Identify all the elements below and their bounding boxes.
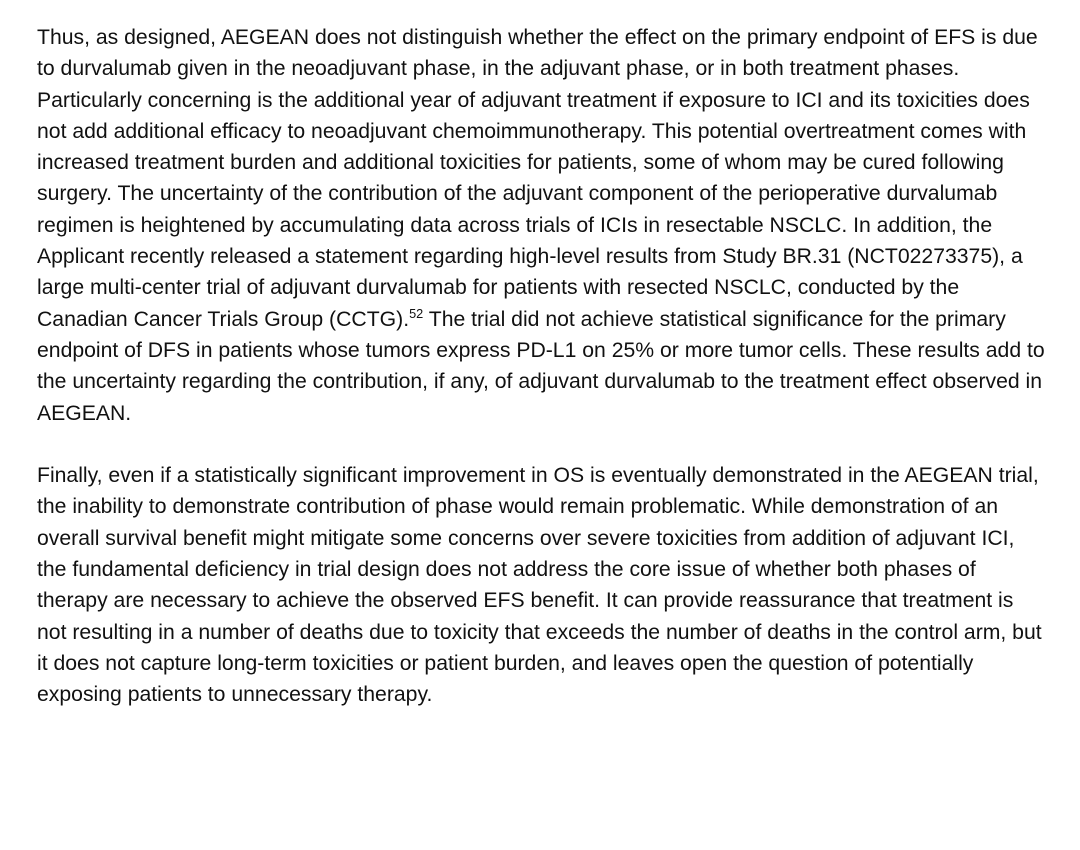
paragraph-1-text-after-footnote: The trial did not achieve statistical significance for the primary endpoint of DFS in patients whose tumors express PD-L1 on 25% or more tumor cells. These results add to the uncertainty regarding the contribution, if any, of adjuvant durvalumab to the treatment effect observed in AEGEAN. xyxy=(37,307,1045,425)
document-page xyxy=(37,22,1047,711)
footnote-reference-52: 52 xyxy=(409,305,424,321)
paragraph-1-text-before-footnote: Thus, as designed, AEGEAN does not distinguish whether the effect on the primary endpoint of EFS is due to durvalumab given in the neoadjuvant phase, in the adjuvant phase, or in both treatment phases. Particularly concerning is the additional year of adjuvant treatment if exposure to ICI and its toxicities does not add additional efficacy to neoadjuvant chemoimmunotherapy. This potential overtreatment comes with increased treatment burden and additional toxicities for patients, some of whom may be cured following surgery. The uncertainty of the contribution of the adjuvant component of the perioperative durvalumab regimen is heightened by accumulating data across trials of ICIs in resectable NSCLC. In addition, the Applicant recently released a statement regarding high-level results from Study BR.31 (NCT02273375), a large multi-center trial of adjuvant durvalumab for patients with resected NSCLC, conducted by the Canadian Cancer Trials Group (CCTG). xyxy=(37,26,1038,331)
paragraph-os-conclusion xyxy=(37,460,1047,710)
paragraph-2-text: Finally, even if a statistically significant improvement in OS is eventually demonstrated in the AEGEAN trial, the inability to demonstrate contribution of phase would remain problematic. While demonstration of an overall survival benefit might mitigate some concerns over severe toxicities from addition of adjuvant ICI, the fundamental deficiency in trial design does not address the core issue of whether both phases of therapy are necessary to achieve the observed EFS benefit. It can provide reassurance that treatment is not resulting in a number of deaths due to toxicity that exceeds the number of deaths in the control arm, but it does not capture long-term toxicities or patient burden, and leaves open the question of potentially exposing patients to unnecessary therapy. xyxy=(37,464,1042,707)
paragraph-aegean-design xyxy=(37,22,1047,429)
